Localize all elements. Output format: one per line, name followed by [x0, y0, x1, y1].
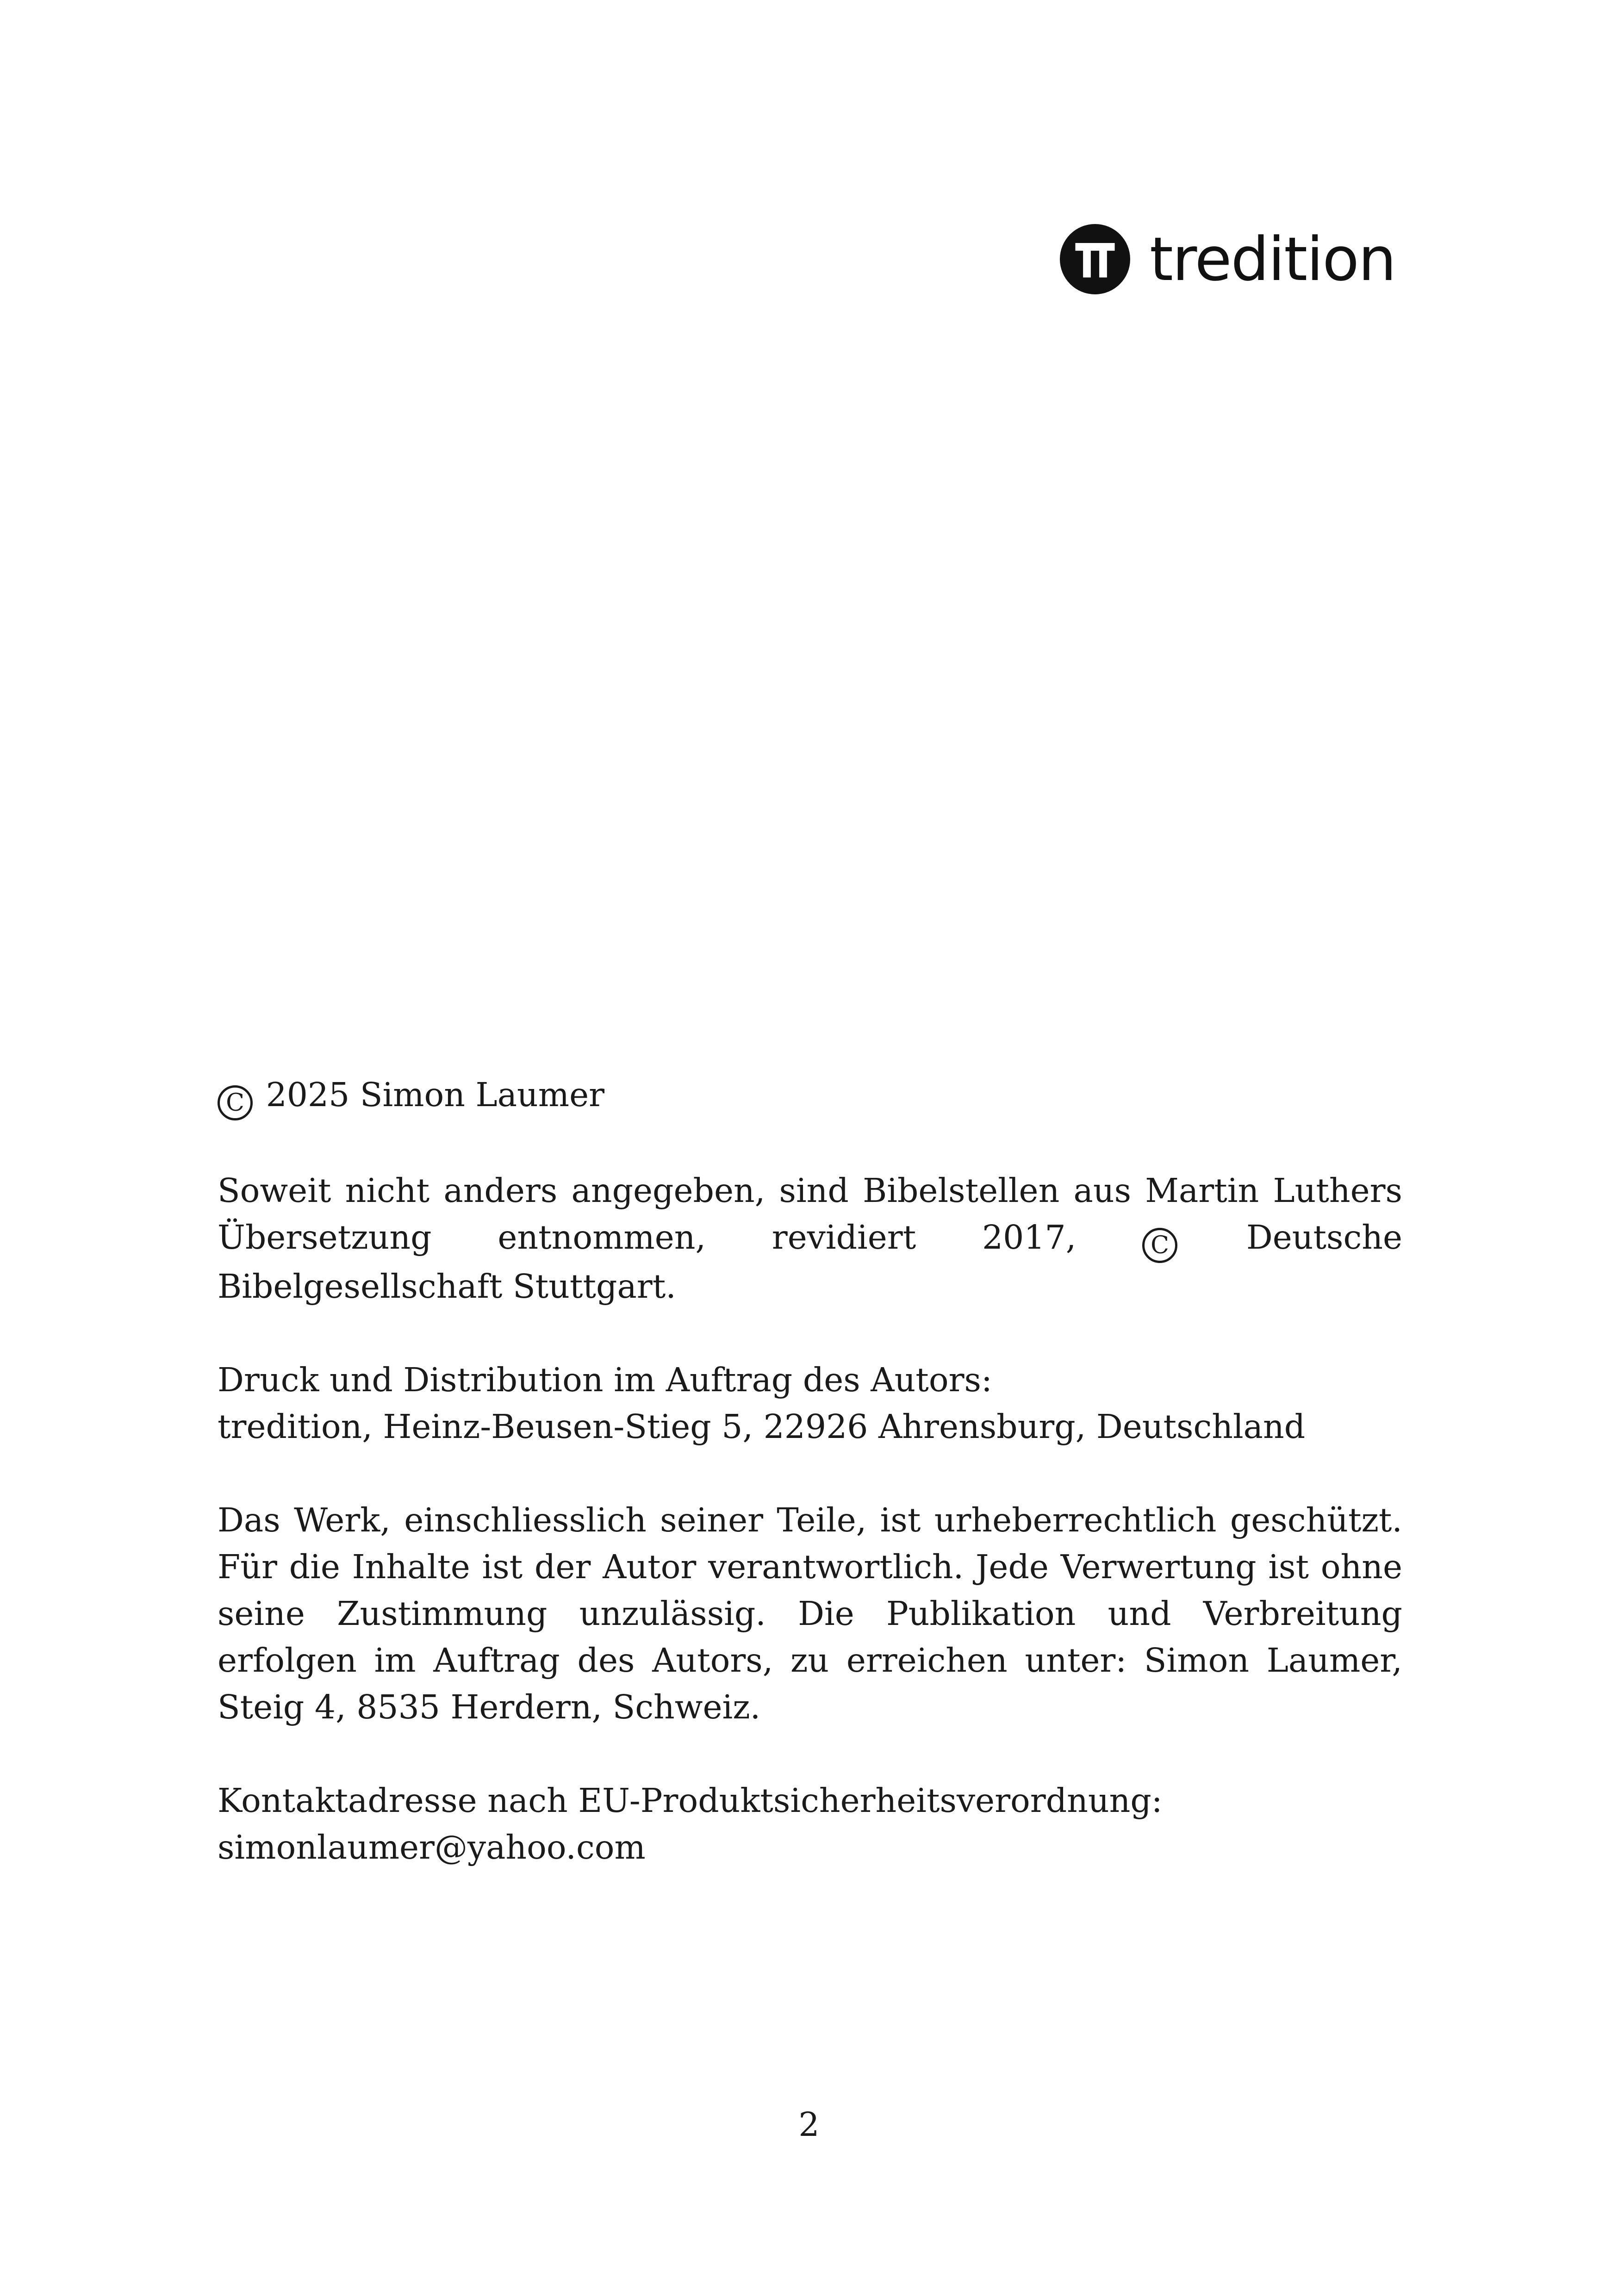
- rights-notice: Das Werk, einschliesslich seiner Teile, ist urheberrechtlich geschützt. Für die Inhalte ist der Autor verantwortlich. Jede Verwertung ist ohne seine Zustimmung unzulässig. Die Publikation und Verbreitung erfolgen im Auftrag des Autors, zu erreichen unter: Simon Laumer, Steig 4, 8535 Herdern, Schweiz.: [218, 1501, 1402, 1726]
- contact-label: Kontaktadresse nach EU-Produktsicherheitsverordnung:: [218, 1781, 1163, 1820]
- logo-wordmark: tredition: [1150, 224, 1396, 294]
- contact-email: simonlaumer@yahoo.com: [218, 1828, 646, 1867]
- copyright-line: [218, 1071, 1402, 1120]
- imprint-text: [218, 1071, 1402, 1917]
- bible-note-text-before: Soweit nicht anders angegeben, sind Bibelstellen aus Martin Luthers Übersetzung entnommen, revidiert 2017,: [218, 1171, 1402, 1257]
- print-distribution-line1: Druck und Distribution im Auftrag des Autors:: [218, 1361, 992, 1399]
- page-number: 2: [798, 2105, 820, 2144]
- bible-copyright-symbol: C: [1142, 1228, 1177, 1263]
- print-distribution: [218, 1356, 1402, 1450]
- bible-note: [218, 1167, 1402, 1310]
- tredition-logo-icon: [1060, 224, 1130, 294]
- print-distribution-line2: tredition, Heinz-Beusen-Stieg 5, 22926 Ahrensburg, Deutschland: [218, 1407, 1306, 1446]
- copyright-symbol: C: [218, 1085, 253, 1120]
- contact-block: [218, 1777, 1402, 1871]
- bible-note-text-after: Deutsche Bibelgesellschaft Stuttgart.: [218, 1218, 1402, 1306]
- publisher-logo: [1060, 222, 1395, 296]
- copyright-text: 2025 Simon Laumer: [266, 1076, 605, 1114]
